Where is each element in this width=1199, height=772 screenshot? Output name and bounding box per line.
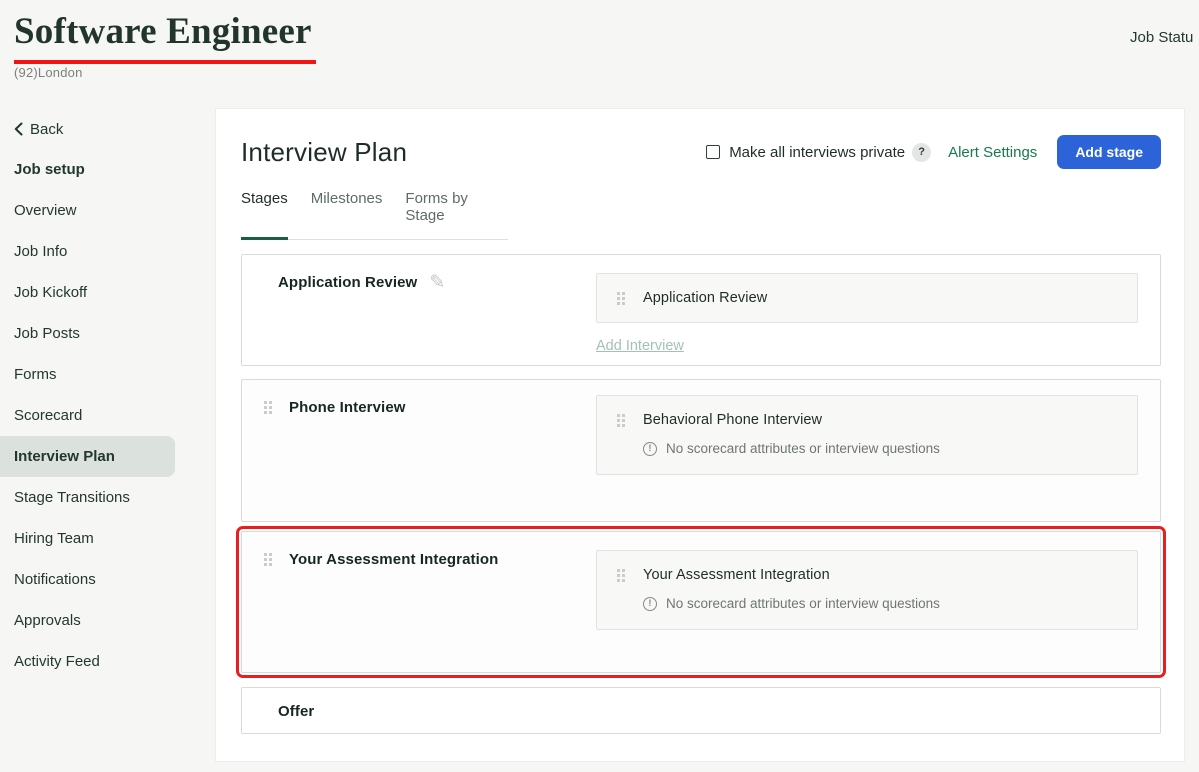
interview-name: Application Review bbox=[643, 290, 768, 306]
drag-handle-icon[interactable] bbox=[617, 569, 625, 582]
warning-text: No scorecard attributes or interview questions bbox=[666, 596, 940, 611]
interview-plan-panel bbox=[215, 108, 1185, 762]
job-status-control[interactable]: Job Statu bbox=[1130, 29, 1194, 46]
interviews-column bbox=[596, 395, 1138, 475]
sidebar-nav-list bbox=[0, 149, 175, 682]
stage-title: Offer bbox=[278, 703, 315, 720]
stage-card-application-review bbox=[241, 254, 1161, 366]
back-link[interactable] bbox=[0, 118, 200, 138]
sidebar bbox=[0, 118, 200, 682]
sidebar-item-forms[interactable]: Forms bbox=[14, 366, 57, 383]
interviews-column bbox=[596, 550, 1138, 630]
chevron-left-icon bbox=[14, 122, 23, 136]
sidebar-item-overview[interactable]: Overview bbox=[14, 202, 77, 219]
tabs bbox=[241, 190, 508, 240]
drag-handle-icon[interactable] bbox=[264, 401, 272, 414]
warning-circle-icon: ! bbox=[643, 442, 657, 456]
sidebar-item-stage-transitions[interactable]: Stage Transitions bbox=[14, 489, 130, 506]
stage-title: Application Review bbox=[278, 274, 418, 291]
job-subtitle: (92)London bbox=[14, 65, 83, 80]
interview-card[interactable] bbox=[596, 550, 1138, 630]
tab-row bbox=[241, 190, 508, 240]
sidebar-item-job-posts[interactable]: Job Posts bbox=[14, 325, 80, 342]
interview-name: Your Assessment Integration bbox=[643, 567, 830, 583]
back-label: Back bbox=[30, 120, 64, 138]
drag-handle-icon[interactable] bbox=[617, 414, 625, 427]
sidebar-item-hiring-team[interactable]: Hiring Team bbox=[14, 530, 94, 547]
private-checkbox-label: Make all interviews private bbox=[729, 143, 906, 161]
add-interview-link[interactable]: Add Interview bbox=[596, 338, 684, 354]
page-title: Interview Plan bbox=[241, 137, 408, 167]
sidebar-item-scorecard[interactable]: Scorecard bbox=[14, 407, 83, 424]
stage-card-your-assessment-integration bbox=[241, 531, 1161, 673]
stage-title: Your Assessment Integration bbox=[289, 551, 499, 568]
sidebar-item-approvals[interactable]: Approvals bbox=[14, 612, 81, 629]
stages-list bbox=[241, 254, 1161, 734]
help-icon[interactable]: ? bbox=[912, 143, 931, 162]
interview-warning bbox=[643, 441, 1125, 456]
alert-settings-link[interactable]: Alert Settings bbox=[948, 143, 1038, 161]
stage-card-phone-interview bbox=[241, 379, 1161, 522]
header-controls bbox=[706, 135, 1161, 169]
sidebar-item-interview-plan[interactable]: Interview Plan bbox=[0, 436, 175, 477]
tab-forms-by-stage[interactable]: Forms by Stage bbox=[405, 190, 468, 224]
interviews-column bbox=[596, 273, 1138, 355]
interview-name: Behavioral Phone Interview bbox=[643, 412, 823, 428]
warning-circle-icon: ! bbox=[643, 597, 657, 611]
tab-milestones[interactable]: Milestones bbox=[310, 190, 383, 207]
sidebar-item-activity-feed[interactable]: Activity Feed bbox=[14, 653, 100, 670]
drag-handle-icon[interactable] bbox=[617, 292, 625, 305]
sidebar-item-job-setup[interactable]: Job setup bbox=[14, 161, 85, 178]
stage-title: Phone Interview bbox=[289, 399, 406, 416]
job-title: Software Engineer bbox=[14, 11, 312, 52]
add-stage-button[interactable]: Add stage bbox=[1057, 135, 1161, 169]
interview-card[interactable] bbox=[596, 273, 1138, 323]
interview-card[interactable] bbox=[596, 395, 1138, 475]
sidebar-item-job-kickoff[interactable]: Job Kickoff bbox=[14, 284, 88, 301]
sidebar-item-notifications[interactable]: Notifications bbox=[14, 571, 96, 588]
edit-pencil-icon[interactable]: ✎ bbox=[429, 271, 446, 293]
drag-handle-icon[interactable] bbox=[264, 553, 272, 566]
private-checkbox[interactable] bbox=[706, 145, 720, 159]
interview-warning bbox=[643, 596, 1125, 611]
private-checkbox-wrap[interactable] bbox=[706, 144, 905, 161]
warning-text: No scorecard attributes or interview questions bbox=[666, 441, 940, 456]
sidebar-item-job-info[interactable]: Job Info bbox=[14, 243, 68, 260]
stage-card-offer bbox=[241, 687, 1161, 734]
title-underline bbox=[14, 60, 316, 64]
tab-stages[interactable]: Stages bbox=[241, 190, 288, 240]
